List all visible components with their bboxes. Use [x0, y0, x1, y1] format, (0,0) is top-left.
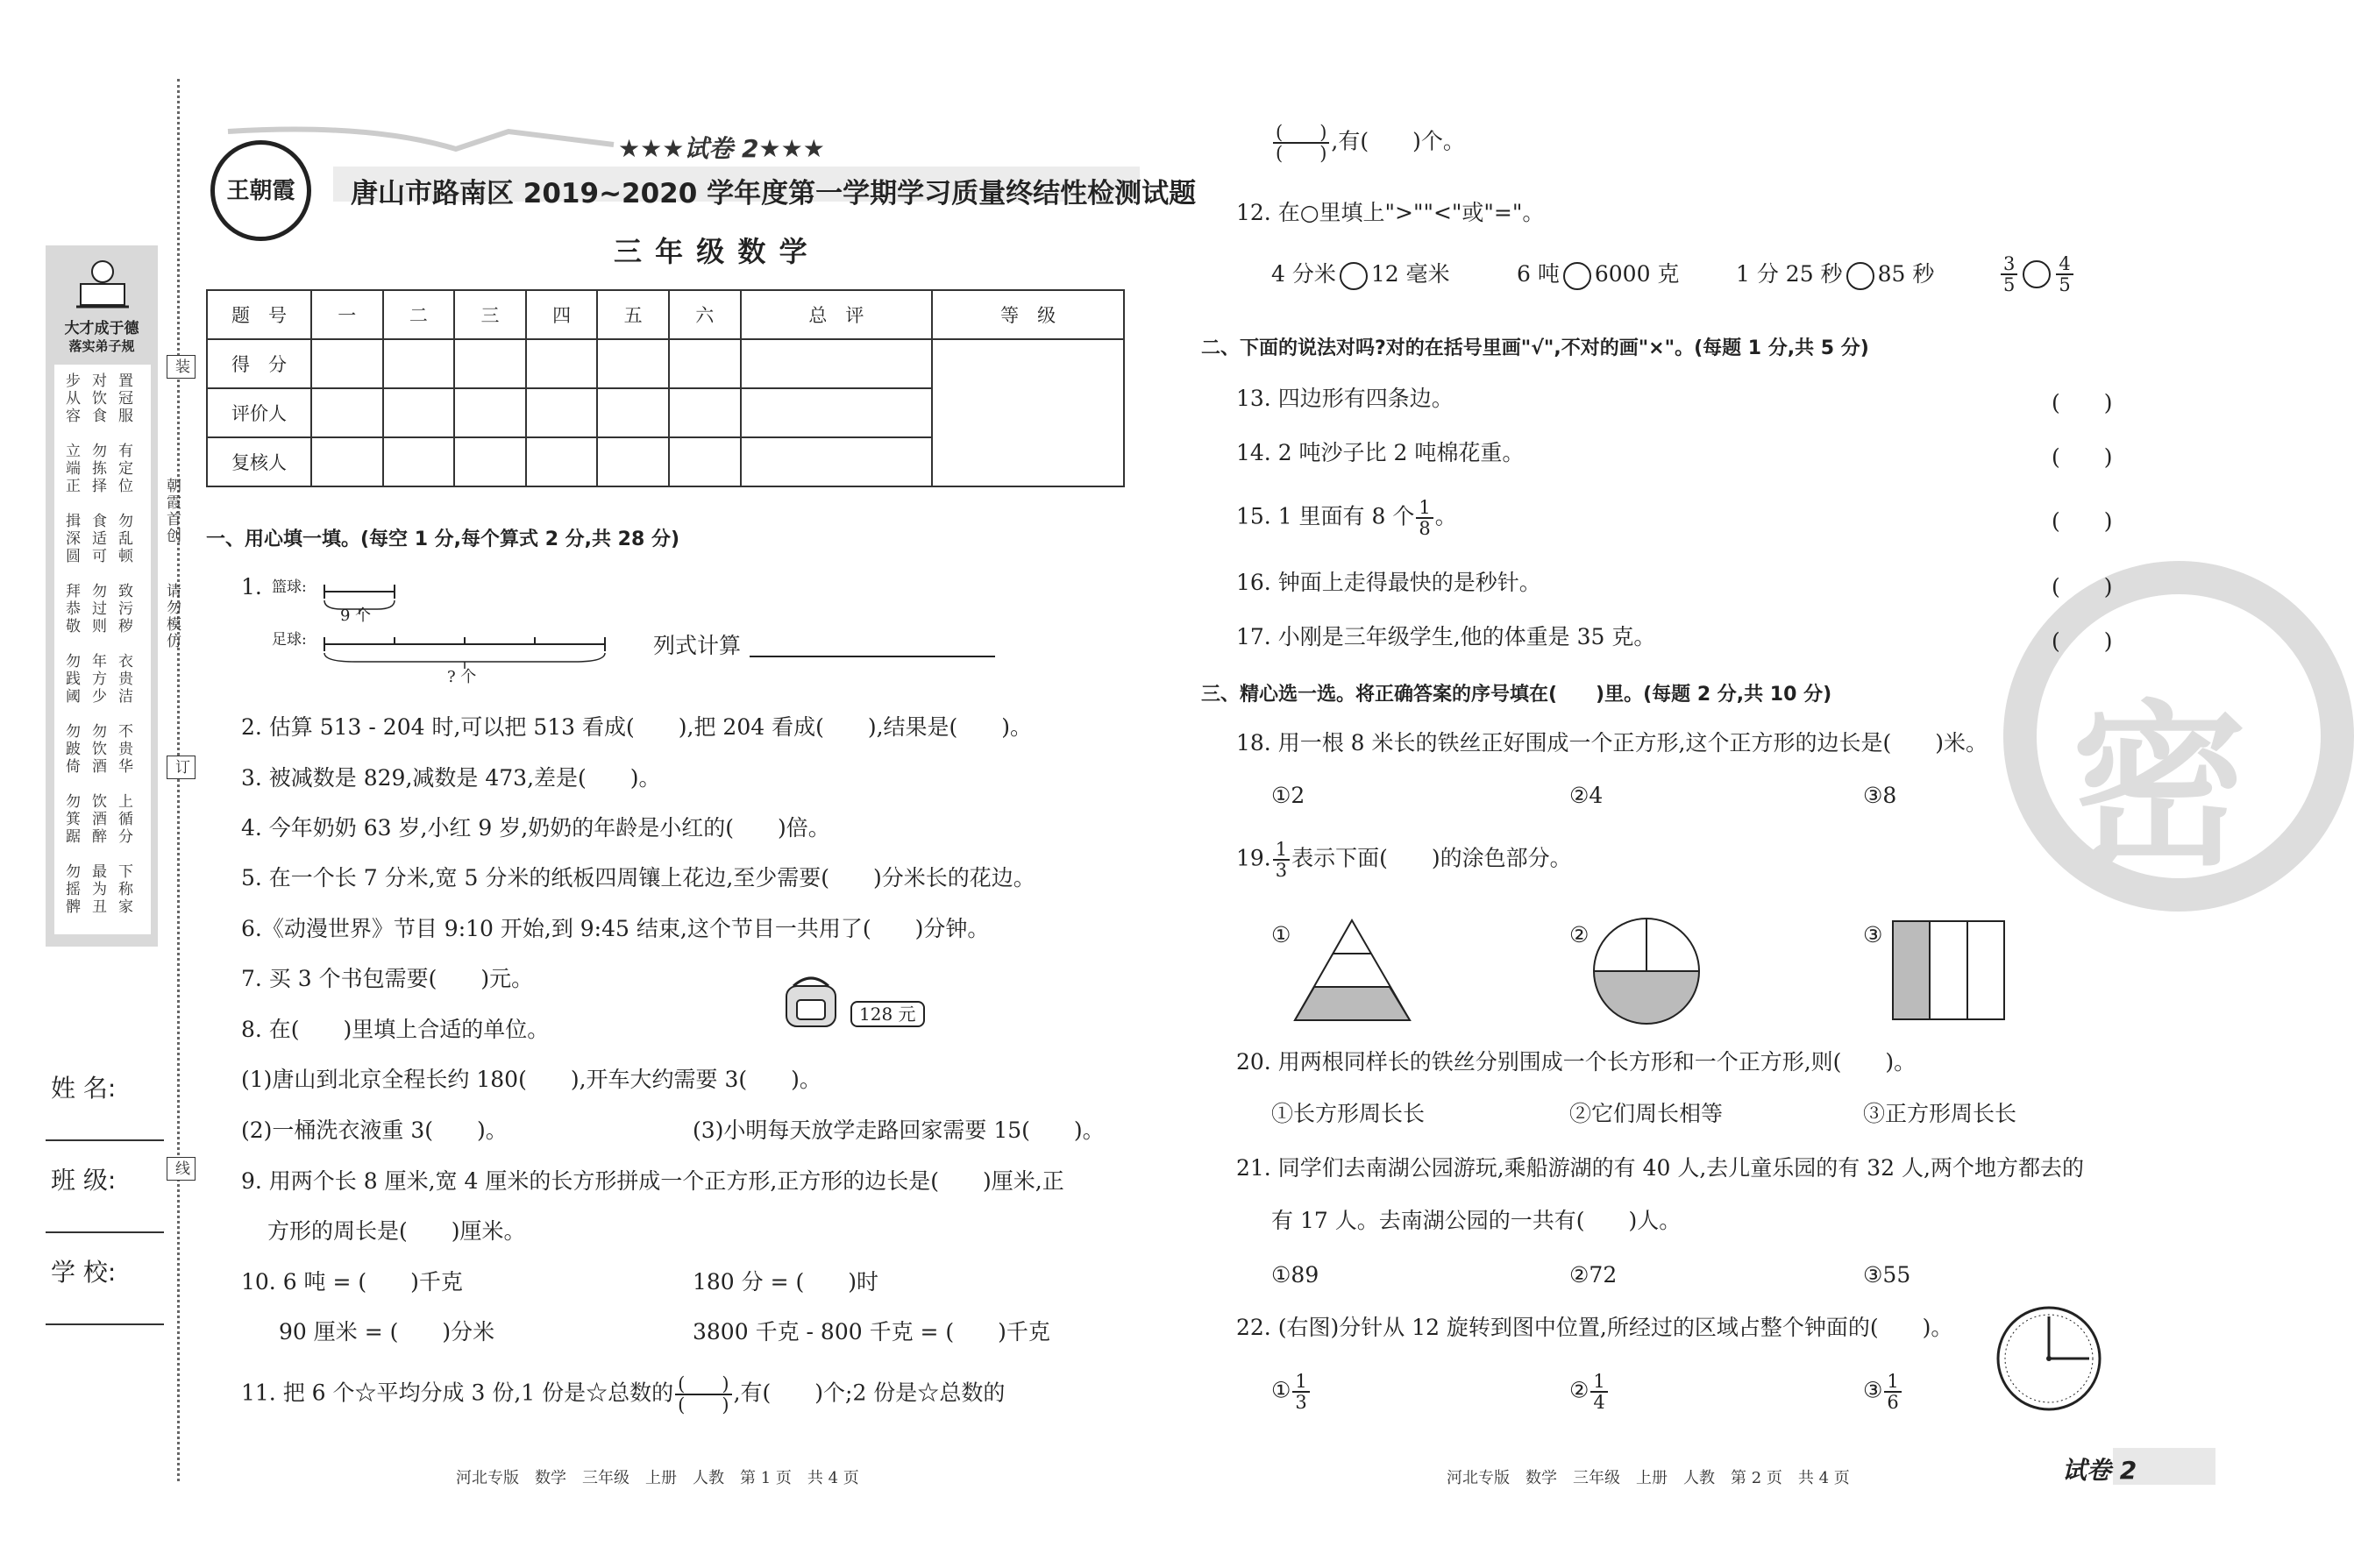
q22-option-3[interactable] — [1863, 1372, 1903, 1412]
option-marker: ① — [1271, 1377, 1291, 1403]
option-marker: ③ — [1863, 1377, 1883, 1403]
q12-left: 1 分 25 秒 — [1736, 261, 1843, 287]
motto-column: 有定位 — [115, 443, 132, 495]
q1-calc-answer-line[interactable] — [750, 656, 995, 657]
motto-column: 勿过则 — [89, 583, 106, 635]
motto-column: 最为丑 — [89, 863, 106, 916]
logo-emblem — [210, 140, 311, 241]
school-label: 学 校: — [51, 1258, 117, 1287]
school-field[interactable] — [46, 1323, 164, 1325]
fraction — [1292, 1372, 1309, 1412]
motto-column: 勿跛倚 — [62, 723, 80, 776]
fraction — [1590, 1372, 1607, 1412]
q12-right: 85 秒 — [1877, 261, 1935, 287]
q21-option-1[interactable]: ①89 — [1271, 1262, 1319, 1288]
frac-den: 4 — [1593, 1392, 1605, 1414]
compare-circle[interactable] — [1563, 262, 1591, 290]
margin-note-1: 朝霞首创 — [163, 478, 181, 544]
q19-option-3[interactable]: ③ — [1863, 922, 1883, 947]
option-marker: ② — [1569, 1377, 1589, 1403]
q14: 14. 2 吨沙子比 2 吨棉花重。 — [1236, 440, 1525, 465]
q5: 5. 在一个长 7 分米,宽 5 分米的纸板四周镶上花边,至少需要( )分米长的花边。 — [241, 865, 1035, 890]
frac-num: 1 — [1273, 840, 1290, 861]
q15-part-b: 。 — [1434, 503, 1457, 529]
frac-num: 1 — [1292, 1372, 1309, 1393]
circle-figure — [1591, 916, 1702, 1030]
q11-part-a: 11. 把 6 个 — [241, 1380, 355, 1406]
section1-title: 一、用心填一填。(每空 1 分,每个算式 2 分,共 28 分) — [206, 529, 680, 550]
q2: 2. 估算 513 - 204 时,可以把 513 看成( ),把 204 看成( ),结果是( )。 — [241, 714, 1033, 740]
q20-option-1[interactable]: ①长方形周长长 — [1271, 1101, 1426, 1126]
q9-line1: 9. 用两个长 8 厘米,宽 4 厘米的长方形拼成一个正方形,正方形的边长是( )厘米,正 — [241, 1168, 1064, 1194]
q21-line1: 21. 同学们去南湖公园游玩,乘船游湖的有 40 人,去儿童乐园的有 32 人,两个地方都去的 — [1236, 1155, 2084, 1181]
score-cell[interactable] — [526, 339, 598, 388]
score-cell[interactable] — [669, 437, 741, 486]
frac-den: 5 — [2059, 274, 2071, 296]
q20-option-2[interactable]: ②它们周长相等 — [1569, 1101, 1724, 1126]
q11 — [241, 1374, 1005, 1415]
q12-item-4 — [1999, 254, 2075, 294]
star-icon: ☆ — [917, 1380, 940, 1406]
triangle-figure — [1293, 919, 1412, 1025]
motto-column: 饮酒醉 — [89, 793, 106, 846]
compare-circle[interactable] — [1340, 262, 1368, 290]
col-header: 等 级 — [932, 290, 1124, 339]
q18: 18. 用一根 8 米长的铁丝正好围成一个正方形,这个正方形的边长是( )米。 — [1236, 730, 1988, 756]
q1-unknown-label: ? 个 — [447, 668, 477, 686]
frac-den: 8 — [1419, 518, 1431, 540]
col-header: 六 — [669, 290, 741, 339]
col-header: 一 — [311, 290, 383, 339]
col-header: 四 — [526, 290, 598, 339]
q19-option-2[interactable]: ② — [1569, 922, 1589, 947]
q1-label: 1. — [241, 574, 262, 600]
motto-title-2: 落实弟子规 — [68, 338, 135, 354]
motto-column: 年方少 — [89, 653, 106, 706]
motto-column: 勿乱顿 — [115, 513, 132, 565]
rectangle-figure — [1892, 920, 2006, 1025]
frac-num: ( ) — [675, 1374, 731, 1395]
col-header: 题 号 — [207, 290, 311, 339]
q19 — [1236, 840, 1572, 880]
exam-tag: ★★★试卷 2★★★ — [618, 134, 825, 163]
footer-left: 河北专版 数学 三年级 上册 人教 第 1 页 共 4 页 — [456, 1469, 859, 1487]
motto-column: 拜恭敬 — [62, 583, 80, 635]
q8: 8. 在( )里填上合适的单位。 — [241, 1017, 550, 1042]
col-header: 三 — [454, 290, 526, 339]
motto-column: 置冠服 — [115, 372, 132, 425]
motto-column: 勿箕踞 — [62, 793, 80, 846]
col-header: 总 评 — [741, 290, 933, 339]
q22-option-2[interactable] — [1569, 1372, 1610, 1412]
table-row — [207, 339, 1124, 388]
q13: 13. 四边形有四条边。 — [1236, 386, 1454, 411]
name-label: 姓 名: — [51, 1074, 117, 1103]
q18-option-3[interactable]: ③8 — [1863, 783, 1897, 808]
name-field[interactable] — [46, 1139, 164, 1141]
frac-den: 5 — [2003, 274, 2016, 296]
fraction — [1273, 840, 1290, 880]
q18-option-2[interactable]: ②4 — [1569, 783, 1604, 808]
q11-blank-fraction[interactable] — [675, 1374, 731, 1415]
q10-d: 3800 千克 - 800 千克 = ( )千克 — [693, 1319, 1050, 1345]
q19-option-1[interactable]: ① — [1271, 922, 1291, 947]
q8-2: (2)一桶洗衣液重 3( )。 — [241, 1117, 508, 1143]
fraction — [2056, 254, 2073, 294]
scholar-icon — [72, 256, 133, 313]
score-cell[interactable] — [454, 388, 526, 437]
score-cell[interactable] — [311, 437, 383, 486]
q12-right: 12 毫米 — [1370, 261, 1450, 287]
q11-part-d: ,有( )个;2 份是 — [733, 1380, 918, 1406]
motto-column: 不贵华 — [115, 723, 132, 776]
frac-num: 4 — [2056, 254, 2073, 275]
q19-part-a: 19. — [1236, 845, 1271, 871]
margin-label-3: 线 — [167, 1157, 196, 1181]
binding-dotted-line — [177, 79, 180, 1481]
q12: 12. 在○里填上">""<"或"="。 — [1236, 200, 1545, 225]
q17-answer[interactable]: ( ) — [2052, 628, 2113, 654]
score-cell[interactable] — [383, 339, 455, 388]
q8-1: (1)唐山到北京全程长约 180( ),开车大约需要 3( )。 — [241, 1067, 821, 1092]
compare-circle[interactable] — [2023, 260, 2051, 288]
q1-calc-label: 列式计算 — [653, 633, 742, 658]
q10-a: 10. 6 吨 = ( )千克 — [241, 1269, 463, 1295]
score-cell[interactable] — [383, 437, 455, 486]
q15-part-a: 15. 1 里面有 8 个 — [1236, 503, 1415, 529]
q12-item-1 — [1271, 261, 1450, 290]
q19-part-b: 表示下面( )的涂色部分。 — [1291, 845, 1572, 871]
star-icon: ☆ — [586, 1380, 608, 1406]
q20: 20. 用两根同样长的铁丝分别围成一个长方形和一个正方形,则( )。 — [1236, 1049, 1917, 1075]
score-cell[interactable] — [669, 339, 741, 388]
q16-answer[interactable]: ( ) — [2052, 574, 2113, 600]
q11-part-e: 总数的 — [939, 1380, 1006, 1406]
logo-text: 王朝霞 — [226, 178, 295, 204]
row-header: 复核人 — [207, 437, 311, 486]
q9-line2: 方形的周长是( )厘米。 — [267, 1218, 526, 1244]
q12-item-2 — [1517, 261, 1679, 290]
q11-part-c: 总数的 — [608, 1380, 674, 1406]
frac-num: 1 — [1590, 1372, 1607, 1393]
q11-cont-text: ,有( )个。 — [1331, 128, 1465, 154]
q15 — [1236, 498, 1457, 538]
col-header: 五 — [597, 290, 669, 339]
margin-label-2: 订 — [167, 756, 196, 779]
q14-answer[interactable]: ( ) — [2052, 444, 2113, 470]
q8-3: (3)小明每天放学走路回家需要 15( )。 — [693, 1117, 1105, 1143]
frac-num: 1 — [1416, 498, 1433, 519]
motto-column: 致污秽 — [115, 583, 132, 635]
corner-label: 试卷 2 — [2062, 1456, 2137, 1485]
motto-column: 勿饮酒 — [89, 723, 106, 776]
score-cell[interactable] — [741, 437, 933, 486]
margin-label-1: 装 — [167, 355, 196, 379]
q22: 22. (右图)分针从 12 旋转到图中位置,所经过的区域占整个钟面的( )。 — [1236, 1315, 1953, 1340]
score-cell[interactable] — [597, 339, 669, 388]
exam-title: 唐山市路南区 2019~2020 学年度第一学期学习质量终结性检测试题 — [351, 178, 1197, 209]
q12-item-3 — [1736, 261, 1934, 290]
motto-column: 勿践阈 — [62, 653, 80, 706]
frac-num: 1 — [1884, 1372, 1901, 1393]
q21-option-2[interactable]: ②72 — [1569, 1262, 1618, 1288]
subject-title: 三 年 级 数 学 — [614, 235, 809, 268]
score-cell[interactable] — [741, 388, 933, 437]
frac-num: ( ) — [1273, 123, 1329, 144]
q12-left: 4 分米 — [1271, 261, 1336, 287]
motto-column: 揖深圆 — [62, 513, 80, 565]
motto-column: 步从容 — [62, 372, 80, 425]
motto-column: 对饮食 — [89, 372, 106, 425]
col-header: 二 — [383, 290, 455, 339]
fraction — [2001, 254, 2017, 294]
row-header: 得 分 — [207, 339, 311, 388]
score-cell[interactable] — [526, 437, 598, 486]
q4: 4. 今年奶奶 63 岁,小红 9 岁,奶奶的年龄是小红的( )倍。 — [241, 815, 830, 841]
q21-option-3[interactable]: ③55 — [1863, 1262, 1911, 1288]
q10-c: 90 厘米 = ( )分米 — [279, 1319, 495, 1345]
q18-option-1[interactable]: ①2 — [1271, 783, 1305, 808]
motto-column: 勿拣择 — [89, 443, 106, 495]
frac-den: 3 — [1275, 860, 1288, 882]
star-icon: ☆ — [354, 1380, 377, 1406]
confidential-stamp — [2003, 561, 2354, 912]
motto-column: 上循分 — [115, 793, 132, 846]
margin-note-2: 请勿模仿 — [163, 583, 181, 649]
frac-num: 3 — [2001, 254, 2017, 275]
score-cell[interactable] — [311, 388, 383, 437]
class-label: 班 级: — [51, 1166, 117, 1195]
q11-cont-blank-fraction[interactable] — [1273, 123, 1329, 163]
score-cell[interactable] — [741, 339, 933, 388]
q3: 3. 被减数是 829,减数是 473,差是( )。 — [241, 765, 661, 791]
frac-den: ( ) — [678, 1394, 729, 1416]
motto-column: 勿摇髀 — [62, 863, 80, 916]
q12-right: 6000 克 — [1594, 261, 1680, 287]
fraction — [1884, 1372, 1901, 1412]
q7-price-tag: 128 元 — [850, 1001, 925, 1027]
score-cell[interactable] — [311, 339, 383, 388]
q1-basketball-label: 篮球: — [272, 578, 307, 596]
score-cell[interactable] — [454, 339, 526, 388]
q17: 17. 小刚是三年级学生,他的体重是 35 克。 — [1236, 624, 1656, 649]
fraction — [1416, 498, 1433, 538]
class-field[interactable] — [46, 1231, 164, 1233]
q1-count-label: 9 个 — [340, 607, 372, 625]
frac-den: 3 — [1295, 1392, 1307, 1414]
q12-left: 6 吨 — [1517, 261, 1560, 287]
compare-circle[interactable] — [1846, 262, 1874, 290]
frac-den: ( ) — [1276, 143, 1327, 165]
q10-b: 180 分 = ( )时 — [693, 1269, 879, 1295]
score-table-header — [207, 290, 1124, 339]
score-cell[interactable] — [454, 437, 526, 486]
q15-answer[interactable]: ( ) — [2052, 508, 2113, 534]
motto-column: 立端正 — [62, 443, 80, 495]
motto-column: 食适可 — [89, 513, 106, 565]
q20-option-3[interactable]: ③正方形周长长 — [1863, 1101, 2017, 1126]
q7: 7. 买 3 个书包需要( )元。 — [241, 966, 534, 991]
section3-title: 三、精心选一选。将正确答案的序号填在( )里。(每题 2 分,共 10 分) — [1201, 684, 1832, 706]
q22-option-1[interactable] — [1271, 1372, 1312, 1412]
q11-part-b: 平均分成 3 份,1 份是 — [376, 1380, 587, 1406]
motto-title-1: 大才成于德 — [64, 320, 139, 337]
frac-den: 6 — [1887, 1392, 1899, 1414]
q21-line2: 有 17 人。去南湖公园的一共有( )人。 — [1271, 1208, 1682, 1233]
stamp-char: 密 — [2072, 684, 2248, 890]
backpack-icon — [776, 968, 846, 1030]
motto-column: 下称家 — [115, 863, 132, 916]
grade-cell[interactable] — [932, 339, 1124, 486]
score-cell[interactable] — [526, 388, 598, 437]
score-cell[interactable] — [669, 388, 741, 437]
score-table — [206, 289, 1125, 487]
section2-title: 二、下面的说法对吗?对的在括号里画"√",不对的画"×"。(每题 1 分,共 5 分) — [1201, 337, 1869, 359]
footer-right: 河北专版 数学 三年级 上册 人教 第 2 页 共 4 页 — [1447, 1469, 1850, 1487]
row-header: 评价人 — [207, 388, 311, 437]
score-cell[interactable] — [597, 437, 669, 486]
q1-football-label: 足球: — [272, 631, 307, 649]
q6: 6.《动漫世界》节目 9:10 开始,到 9:45 结束,这个节目一共用了( )分钟。 — [241, 916, 990, 941]
q16: 16. 钟面上走得最快的是秒针。 — [1236, 570, 1541, 595]
q11-continued — [1271, 123, 1465, 163]
clock-icon — [1995, 1304, 2104, 1417]
motto-column: 衣贵洁 — [115, 653, 132, 706]
score-cell[interactable] — [597, 388, 669, 437]
q13-answer[interactable]: ( ) — [2052, 390, 2113, 415]
score-cell[interactable] — [383, 388, 455, 437]
